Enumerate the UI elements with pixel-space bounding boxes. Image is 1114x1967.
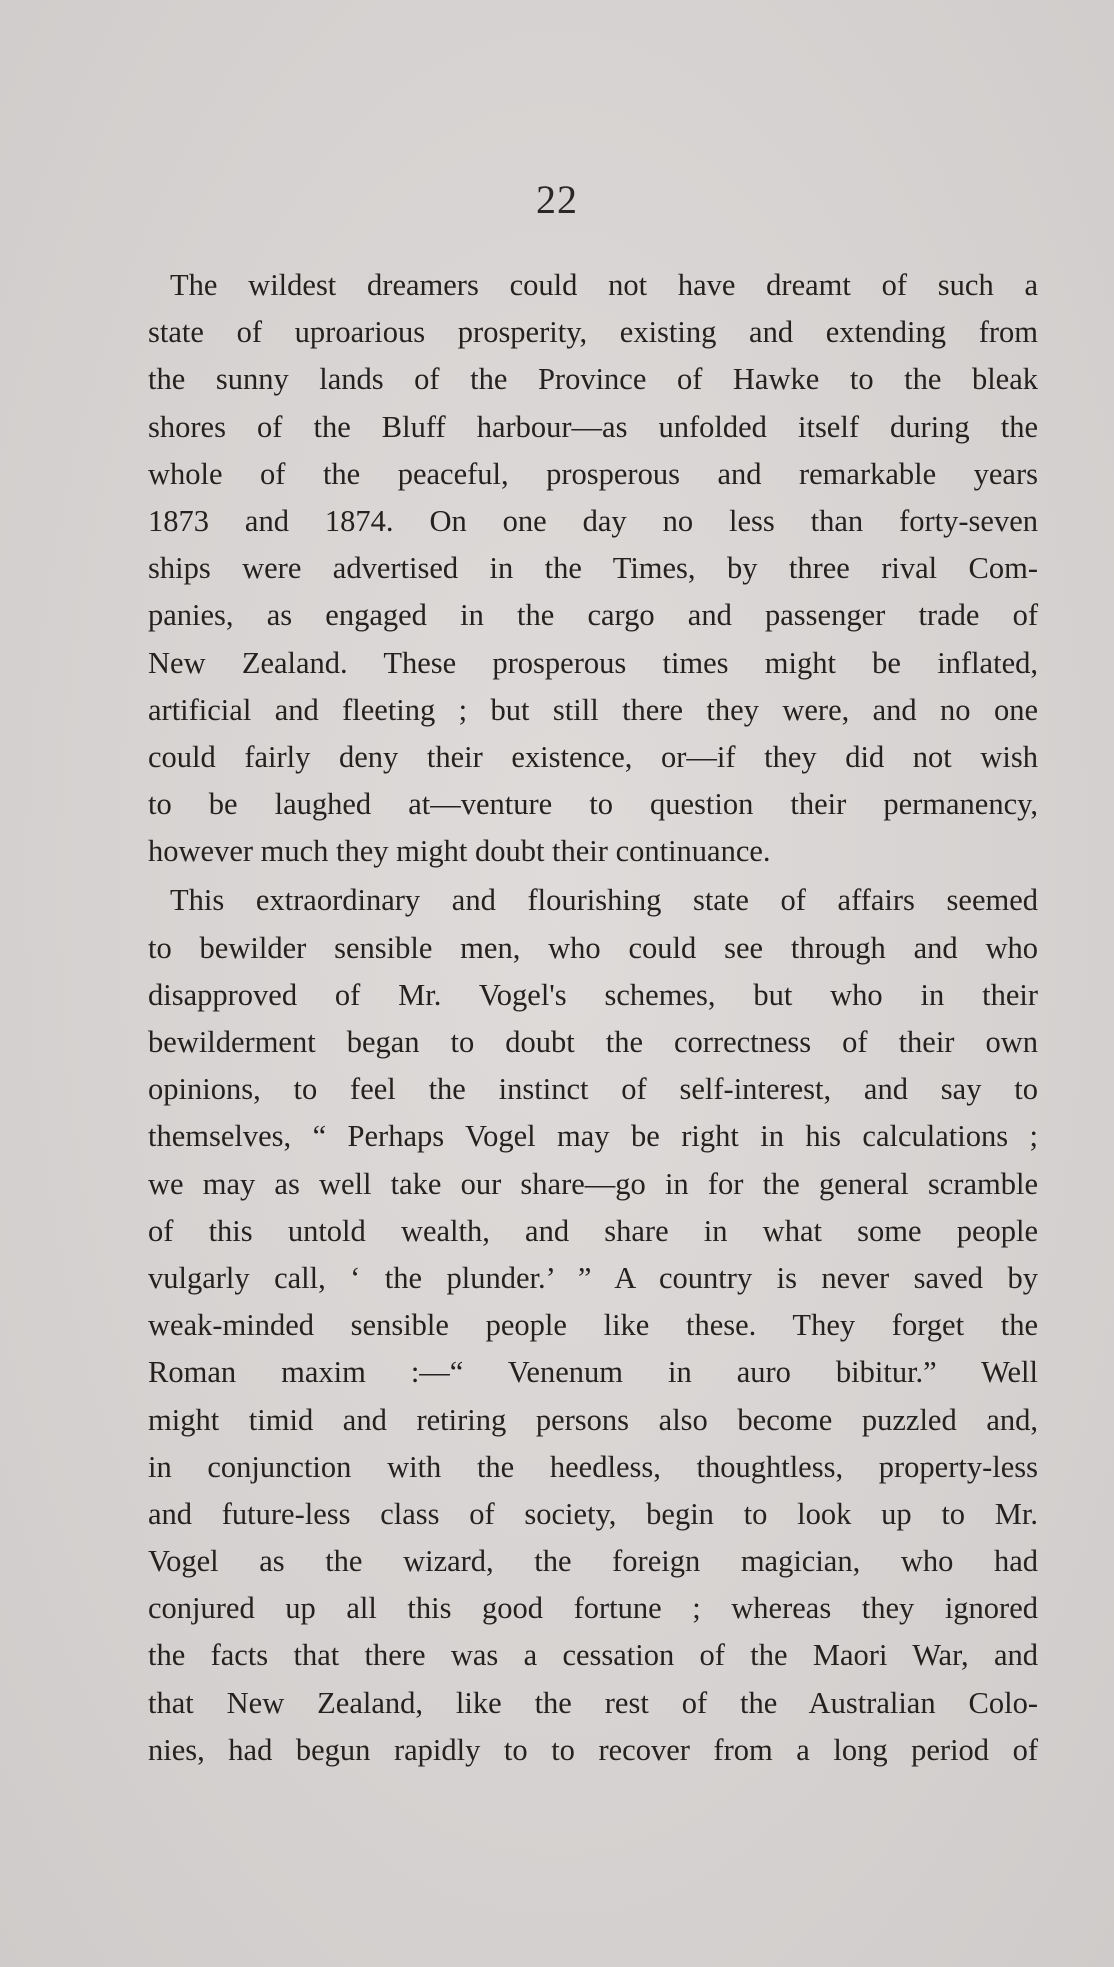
text-line: bewilderment began to doubt the correctness of their own	[148, 1025, 1038, 1059]
text-line: weak-minded sensible people like these. They forget the	[148, 1308, 1038, 1343]
text-line: of this untold wealth, and share in what some people	[148, 1213, 1038, 1248]
text-line: whole of the peaceful, prosperous and remarkable years	[148, 456, 1038, 491]
text-line: however much they might doubt their continuance.	[148, 834, 771, 869]
text-line: The wildest dreamers could not have dreamt of such a	[170, 268, 1038, 302]
text-line: New Zealand. These prosperous times might be inflated,	[148, 645, 1038, 680]
paragraph	[148, 877, 1038, 1774]
text-line: might timid and retiring persons also become puzzled and,	[148, 1402, 1038, 1437]
text-line: conjured up all this good fortune ; whereas they ignored	[148, 1591, 1038, 1626]
text-line: nies, had begun rapidly to to recover from a long period of	[148, 1732, 1038, 1767]
text-line: themselves, “ Perhaps Vogel may be right in his calculations ;	[148, 1119, 1038, 1154]
text-line: that New Zealand, like the rest of the Australian Colo-	[148, 1685, 1038, 1720]
text-line: This extraordinary and flourishing state of affairs seemed	[170, 883, 1038, 918]
text-line: state of uproarious prosperity, existing and extending from	[148, 315, 1038, 350]
text-line: disapproved of Mr. Vogel's schemes, but who in their	[148, 977, 1038, 1012]
text-line: Vogel as the wizard, the foreign magician, who had	[148, 1544, 1038, 1579]
text-line: opinions, to feel the instinct of self-interest, and say to	[148, 1072, 1038, 1107]
text-line: vulgarly call, ‘ the plunder.’ ” A country is never saved by	[148, 1260, 1038, 1295]
page-number: 22	[536, 177, 578, 222]
text-line: to bewilder sensible men, who could see through and who	[148, 930, 1038, 965]
text-line: the sunny lands of the Province of Hawke to the bleak	[148, 362, 1038, 397]
text-line: artificial and fleeting ; but still there they were, and no one	[148, 692, 1038, 727]
text-line: panies, as engaged in the cargo and passenger trade of	[148, 598, 1038, 633]
text-line: in conjunction with the heedless, thoughtless, property-less	[148, 1449, 1038, 1484]
text-line: could fairly deny their existence, or—if they did not wish	[148, 739, 1038, 774]
paragraph	[148, 262, 1038, 875]
text-line: the facts that there was a cessation of the Maori War, and	[148, 1638, 1038, 1673]
text-line: and future-less class of society, begin to look up to Mr.	[148, 1496, 1038, 1531]
text-line: ships were advertised in the Times, by three rival Com-	[148, 551, 1038, 586]
body-text	[148, 262, 1038, 1774]
text-line: 1873 and 1874. On one day no less than forty-seven	[148, 503, 1038, 538]
text-line: shores of the Bluff harbour—as unfolded itself during the	[148, 409, 1038, 444]
text-line: we may as well take our share—go in for the general scramble	[148, 1166, 1038, 1201]
text-line: to be laughed at—venture to question their permanency,	[148, 787, 1038, 822]
text-line: Roman maxim :—“ Venenum in auro bibitur.” Well	[148, 1355, 1038, 1390]
